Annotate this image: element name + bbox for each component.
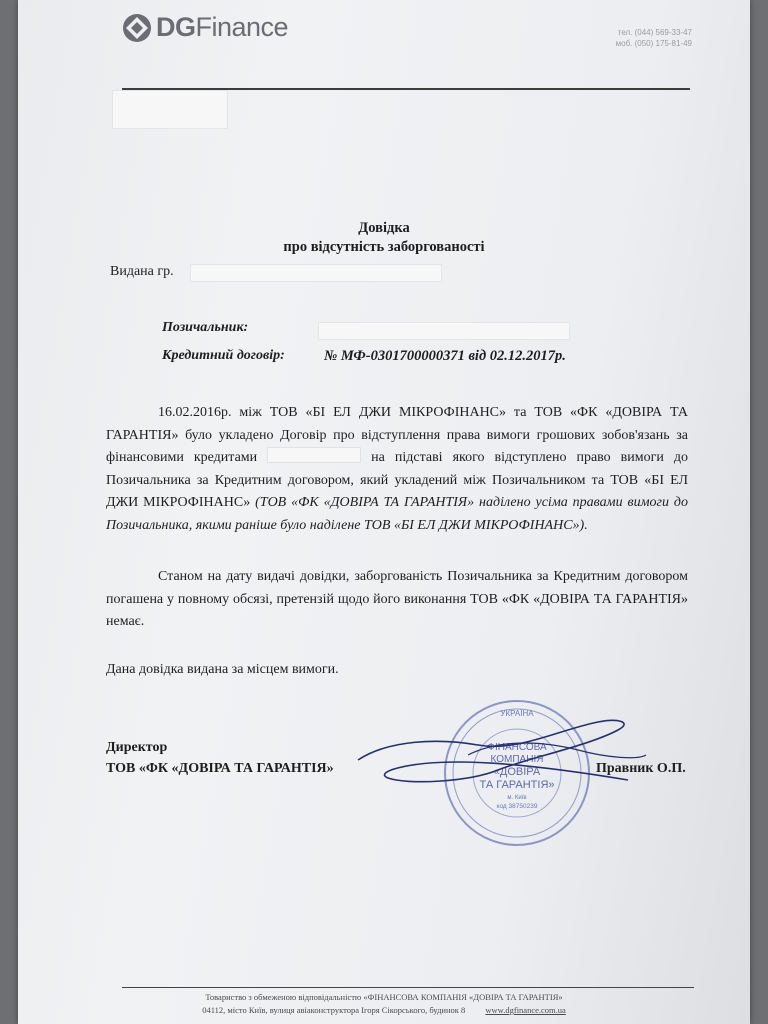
signer-name: Правник О.П.: [596, 761, 686, 776]
signer-title: Директор: [106, 740, 168, 755]
p1-italic: (ТОВ «ФК «ДОВІРА ТА ГАРАНТІЯ» наділено усіма правами вимоги до Позичальника, якими раніше було наділене ТОВ «БІ ЕЛ ДЖИ МІКРОФІНАНС»).: [106, 495, 688, 533]
redacted-borrower: [318, 322, 570, 340]
stamp-line3: «ДОВІРА: [493, 766, 541, 778]
document-subtitle: про відсутність заборгованості: [283, 239, 485, 255]
contacts: [612, 27, 692, 49]
p1-part1: 16.02.2016р. між ТОВ «БІ ЕЛ ДЖИ МІКРОФІНАНС» та ТОВ «ФК «ДОВІРА ТА ГАРАНТІЯ» було укладено Договір про відступлення права вимоги грошових зобов'язань за фінансовими кредитами: [106, 405, 688, 466]
footer-address-row: [18, 1005, 750, 1015]
redacted-address: [112, 90, 228, 129]
stamp-line1: ФІНАНСОВА: [487, 742, 547, 753]
redacted-inline: [267, 447, 361, 463]
contract-value: № МФ-0301700000371 від 02.12.2017р.: [324, 348, 566, 364]
paragraph-assignment: [106, 402, 688, 538]
company-logo: [122, 12, 288, 43]
paragraph-status: [106, 566, 688, 634]
stamp-small: м. Київ: [507, 795, 527, 801]
stamp-line4: ТА ГАРАНТІЯ»: [479, 779, 555, 791]
dg-logo-icon: [122, 13, 152, 43]
footer-address: 04112, місто Київ, вулиця авіаконструктора Ігоря Сікорського, будинок 8: [202, 1005, 466, 1015]
issued-to-label: Видана гр.: [110, 264, 174, 279]
phone-2: моб. (050) 175-81-49: [615, 39, 692, 48]
logo-bold: DG: [156, 12, 196, 42]
stamp-code: код 38750239: [496, 803, 538, 810]
phone-1: тел. (044) 569-33-47: [617, 28, 692, 37]
document-page: [18, 0, 750, 1024]
footer-divider: [122, 987, 694, 988]
borrower-label: Позичальник:: [162, 320, 249, 335]
paragraph-purpose: Дана довідка видана за місцем вимоги.: [106, 662, 339, 677]
p1-part2: на підставі якого відступлено право вимоги до Позичальника за Кредитним договором, який укладений між Позичальником та ТОВ «БІ ЕЛ ДЖИ МІКРОФІНАНС»: [106, 450, 688, 511]
document-title: Довідка: [358, 220, 410, 236]
stamp-top-text: УКРАЇНА: [500, 709, 534, 718]
redacted-name: [190, 264, 442, 282]
stamp-line2: КОМПАНІЯ: [490, 754, 544, 765]
logo-text: [156, 12, 288, 43]
contract-label: Кредитний договір:: [162, 348, 285, 363]
footer-company: Товариство з обмеженою відповідальністю «ФІНАНСОВА КОМПАНІЯ «ДОВІРА ТА ГАРАНТІЯ»: [205, 992, 563, 1002]
signature: [348, 700, 648, 800]
p2-text: Станом на дату видачі довідки, заборгованість Позичальника за Кредитним договором погашена у повному обсязі, претензій щодо його виконання ТОВ «ФК «ДОВІРА ТА ГАРАНТІЯ» немає.: [106, 569, 688, 630]
logo-light: Finance: [195, 12, 289, 42]
footer-website[interactable]: www.dgfinance.com.ua: [485, 1005, 566, 1015]
signer-company: ТОВ «ФК «ДОВІРА ТА ГАРАНТІЯ»: [106, 761, 334, 776]
